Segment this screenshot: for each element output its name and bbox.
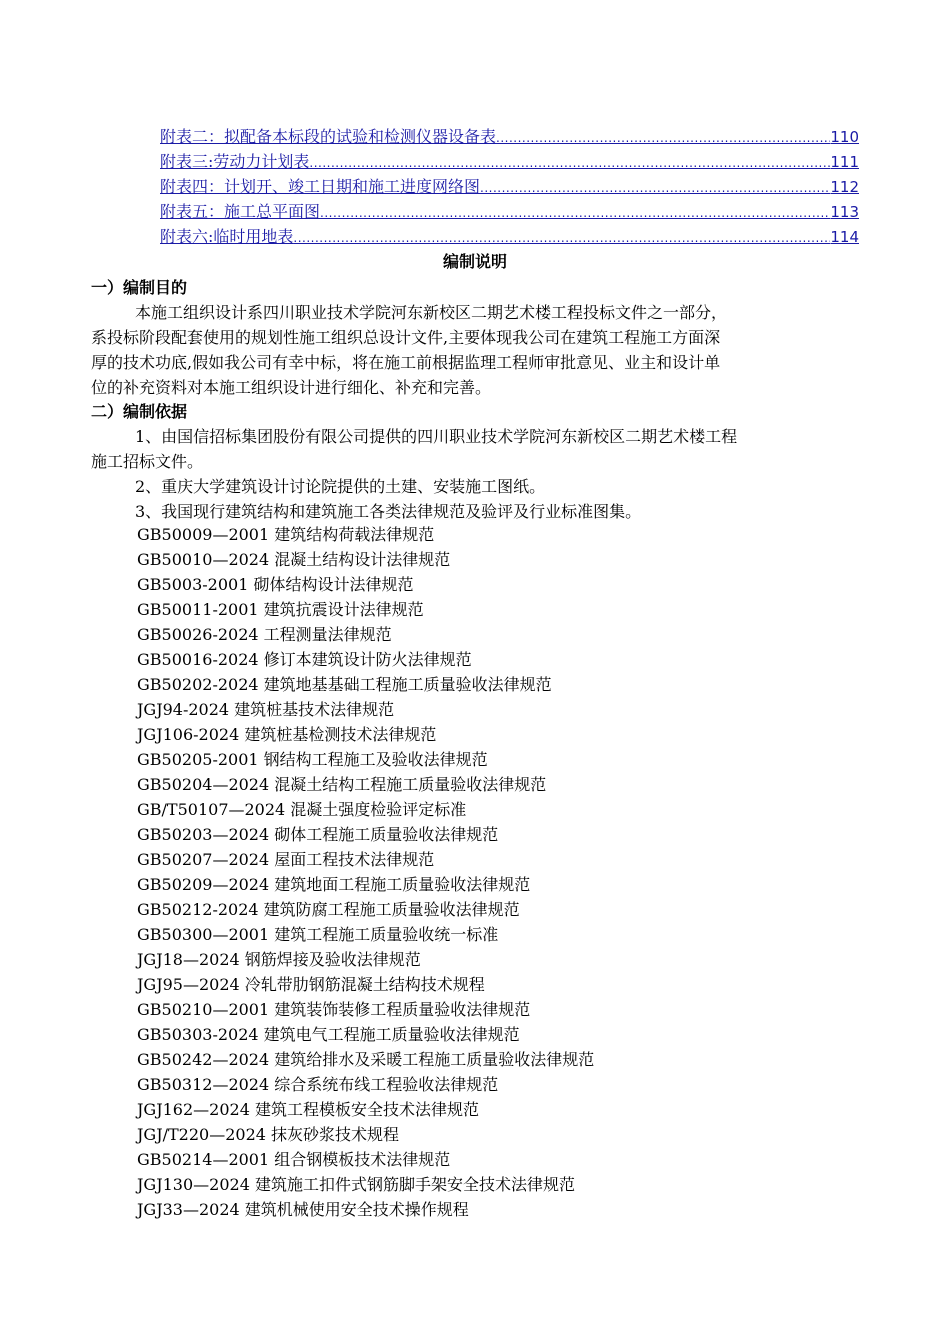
- toc-entry-label[interactable]: 附表三:劳动力计划表: [160, 152, 310, 171]
- paragraph-line: 3、我国现行建筑结构和建筑施工各类法律规范及验评及行业标准图集。: [135, 502, 642, 521]
- list-item: JGJ33—2024 建筑机械使用安全技术操作规程: [137, 1200, 469, 1219]
- toc-entry-page[interactable]: 112: [830, 178, 859, 196]
- list-item: GB50202-2024 建筑地基基础工程施工质量验收法律规范: [137, 675, 552, 694]
- toc-entry-label[interactable]: 附表六:临时用地表: [160, 227, 294, 246]
- list-item: GB50209—2024 建筑地面工程施工质量验收法律规范: [137, 875, 531, 894]
- basis-paragraph: [91, 424, 861, 524]
- list-item: JGJ95—2024 冷轧带肋钢筋混凝土结构技术规程: [137, 975, 485, 994]
- toc-entry-label[interactable]: 附表五：施工总平面图: [160, 202, 321, 221]
- toc-entry[interactable]: [160, 199, 859, 224]
- section-heading-basis: 二）编制依据: [91, 402, 188, 421]
- list-item: GB/T50107—2024 混凝土强度检验评定标准: [137, 800, 467, 819]
- list-item: JGJ18—2024 钢筋焊接及验收法律规范: [137, 950, 421, 969]
- toc-entry-label[interactable]: 附表二：拟配备本标段的试验和检测仪器设备表: [160, 127, 497, 146]
- paragraph-line: 2、重庆大学建筑设计讨论院提供的土建、安装施工图纸。: [135, 477, 546, 496]
- list-item: GB50242—2024 建筑给排水及采暖工程施工质量验收法律规范: [137, 1050, 595, 1069]
- purpose-paragraph: [91, 300, 861, 400]
- paragraph-line: 1、由国信招标集团股份有限公司提供的四川职业技术学院河东新校区二期艺术楼工程: [135, 427, 738, 446]
- toc-entry[interactable]: [160, 149, 859, 174]
- list-item: GB50009—2001 建筑结构荷载法律规范: [137, 525, 435, 544]
- list-item: GB5003-2001 砌体结构设计法律规范: [137, 575, 414, 594]
- toc-leader-dots: [309, 151, 830, 176]
- table-of-contents: [160, 124, 859, 249]
- list-item: GB50214—2001 组合钢模板技术法律规范: [137, 1150, 451, 1169]
- toc-entry-label[interactable]: 附表四：计划开、竣工日期和施工进度网络图: [160, 177, 481, 196]
- paragraph-line: 本施工组织设计系四川职业技术学院河东新校区二期艺术楼工程投标文件之一部分，: [135, 303, 728, 322]
- paragraph-line: 施工招标文件。: [91, 452, 204, 471]
- paragraph-line: 厚的技术功底,假如我公司有幸中标，将在施工前根据监理工程师审批意见、业主和设计单: [91, 353, 721, 372]
- list-item: GB50207—2024 屋面工程技术法律规范: [137, 850, 435, 869]
- list-item: JGJ130—2024 建筑施工扣件式钢筋脚手架安全技术法律规范: [137, 1175, 575, 1194]
- toc-entry-page[interactable]: 113: [830, 203, 859, 221]
- list-item: GB50205-2001 钢结构工程施工及验收法律规范: [137, 750, 488, 769]
- list-item: GB50203—2024 砌体工程施工质量验收法律规范: [137, 825, 499, 844]
- toc-entry-page[interactable]: 110: [830, 128, 859, 146]
- list-item: GB50204—2024 混凝土结构工程施工质量验收法律规范: [137, 775, 547, 794]
- list-item: GB50210—2001 建筑装饰装修工程质量验收法律规范: [137, 1000, 531, 1019]
- list-item: JGJ94-2024 建筑桩基技术法律规范: [137, 700, 395, 719]
- paragraph-line: 系投标阶段配套使用的规划性施工组织总设计文件,主要体现我公司在建筑工程施工方面深: [91, 328, 721, 347]
- toc-leader-dots: [480, 176, 830, 201]
- list-item: GB50026-2024 工程测量法律规范: [137, 625, 392, 644]
- toc-leader-dots: [496, 126, 830, 151]
- list-item: JGJ106-2024 建筑桩基检测技术法律规范: [137, 725, 437, 744]
- toc-entry[interactable]: [160, 224, 859, 249]
- section-heading-purpose: 一）编制目的: [91, 278, 188, 297]
- list-item: GB50011-2001 建筑抗震设计法律规范: [137, 600, 424, 619]
- toc-entry-page[interactable]: 111: [830, 153, 859, 171]
- document-title: 编制说明: [442, 252, 507, 271]
- list-item: GB50312—2024 综合系统布线工程验收法律规范: [137, 1075, 499, 1094]
- list-item: GB50016-2024 修订本建筑设计防火法律规范: [137, 650, 472, 669]
- list-item: GB50212-2024 建筑防腐工程施工质量验收法律规范: [137, 900, 520, 919]
- toc-entry-page[interactable]: 114: [830, 228, 859, 246]
- list-item: GB50303-2024 建筑电气工程施工质量验收法律规范: [137, 1025, 520, 1044]
- paragraph-line: 位的补充资料对本施工组织设计进行细化、补充和完善。: [91, 378, 492, 397]
- list-item: GB50010—2024 混凝土结构设计法律规范: [137, 550, 451, 569]
- list-item: JGJ162—2024 建筑工程模板安全技术法律规范: [137, 1100, 479, 1119]
- toc-leader-dots: [293, 226, 830, 251]
- toc-entry[interactable]: [160, 174, 859, 199]
- list-item: JGJ/T220—2024 抹灰砂浆技术规程: [137, 1125, 400, 1144]
- toc-entry[interactable]: [160, 124, 859, 149]
- standards-list: [137, 522, 594, 1222]
- toc-leader-dots: [320, 201, 830, 226]
- list-item: GB50300—2001 建筑工程施工质量验收统一标准: [137, 925, 499, 944]
